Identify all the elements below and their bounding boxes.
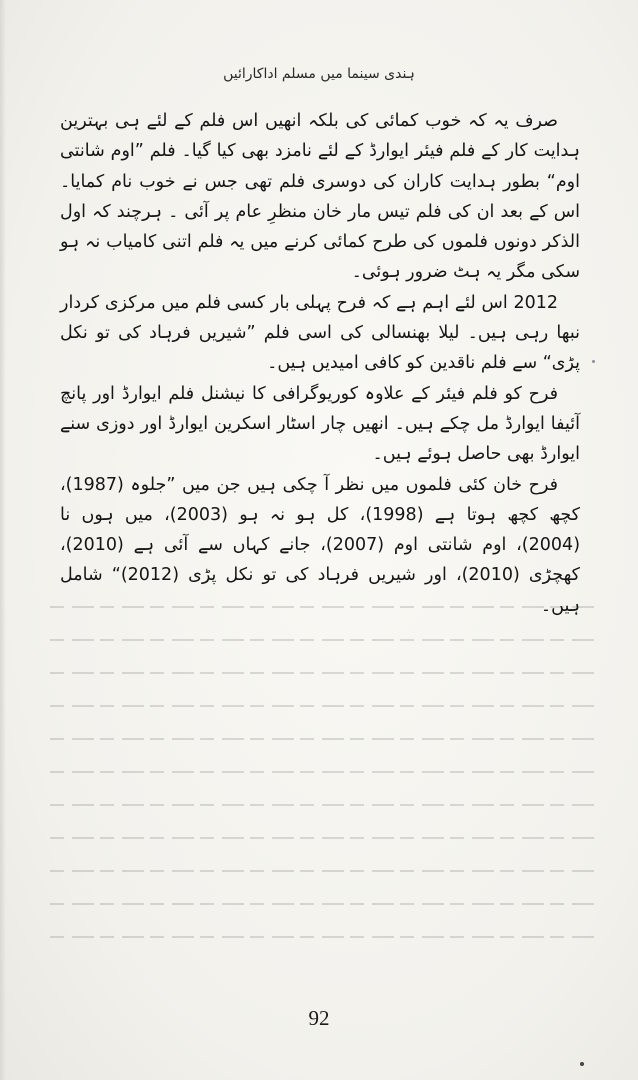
paragraph: فرح کو فلم فیئر کے علاوہ کوریوگرافی کا نیشنل فلم ایوارڈ اور پانچ آئیفا ایوارڈ مل چکے ہیں۔ انھیں چار اسٹار اسکرین ایوارڈ اور دوزی سنے ایوارڈ بھی حاصل ہوئے ہیں۔ xyxy=(60,383,580,465)
print-speck xyxy=(580,1062,584,1066)
show-through-reverse-side xyxy=(46,575,594,975)
page-number: 92 xyxy=(308,1006,330,1030)
paragraph: صرف یہ کہ خوب کمائی کی بلکہ انھیں اس فلم کے لئے ہی بہترین ہدایت کار کے فلم فیئر ایوارڈ کے لئے نامزد بھی کیا گیا۔ فلم ”اوم شانتی اوم“ بطور ہدایت کاران کی دوسری فلم تھی جس نے خوب نام کمایا۔ اس کے بعد ان کی فلم تیس مار خان منظرِ عام پر آئی ۔ ہرچند کہ اول الذکر دونوں فلموں کی طرح کمائی کرنے میں یہ فلم اتنی کامیاب نہ ہو سکی مگر یہ ہٹ ضرور ہوئی۔ xyxy=(60,111,580,283)
body-text xyxy=(60,106,580,621)
running-header: ہندی سینما میں مسلم اداکارائیں xyxy=(223,66,415,82)
print-speck xyxy=(592,360,595,363)
paragraph: فرح خان کئی فلموں میں نظر آ چکی ہیں جن میں ”جلوہ (1987)، کچھ کچھ ہوتا ہے (1998)، کل ہو نہ ہو (2003)، میں ہوں نا (2004)، اوم شانتی اوم (2007)، جانے کہاں سے آئی ہے (2010)، کھچڑی (2010)، اور شیریں فرہاد کی تو نکل پڑی (2012)“ شامل ہیں۔ xyxy=(60,474,581,616)
paragraph: 2012 اس لئے اہم ہے کہ فرح پہلی بار کسی فلم میں مرکزی کردار نبھا رہی ہیں۔ لیلا بھنسالی کی اسی فلم ”شیریں فرہاد کی تو نکل پڑی“ سے فلم ناقدین کو کافی امیدیں ہیں۔ xyxy=(60,292,580,374)
page-edge-shadow xyxy=(0,0,6,1080)
